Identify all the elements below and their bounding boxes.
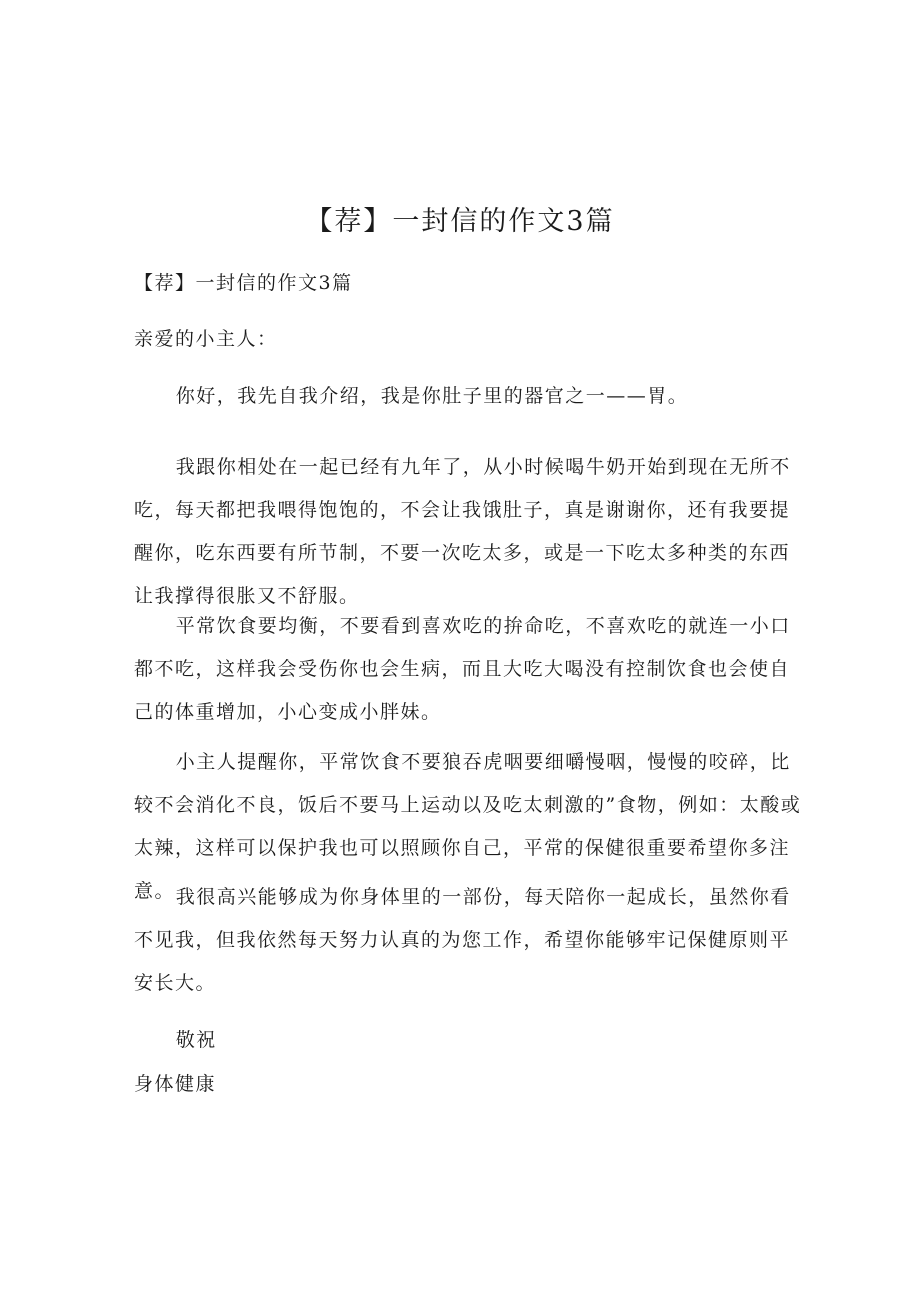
- letter-wish: 身体健康: [134, 1073, 217, 1095]
- letter-paragraph-1: 你好，我先自我介绍，我是你肚子里的器官之一——胃。: [175, 385, 689, 407]
- letter-paragraph-4: 小主人提醒你，平常饮食不要狼吞虎咽要细嚼慢咽，慢慢的咬碎，比较不会消化不良，饭后不要马上运动以及吃太刺激的”食物，例如：太酸或太辣，这样可以保护我也可以照顾你自己，平常的保健很重要希望你多注意。: [134, 751, 802, 902]
- letter-paragraph-3: 平常饮食要均衡，不要看到喜欢吃的拚命吃，不喜欢吃的就连一小口都不吃，这样我会受伤你也会生病，而且大吃大喝没有控制饮食也会使自己的体重增加，小心变成小胖妹。: [134, 615, 791, 723]
- letter-paragraph-5: 我很高兴能够成为你身体里的一部份，每天陪你一起成长，虽然你看不见我，但我依然每天努力认真的为您工作，希望你能够牢记保健原则平安长大。: [134, 886, 791, 994]
- letter-salutation: 亲爱的小主人：: [134, 328, 278, 350]
- document-subtitle: 【荐】一封信的作文3篇: [134, 272, 353, 294]
- letter-paragraph-2: 我跟你相处在一起已经有九年了，从小时候喝牛奶开始到现在无所不吃，每天都把我喂得饱饱的，不会让我饿肚子，真是谢谢你，还有我要提醒你，吃东西要有所节制，不要一次吃太多，或是一下吃太多种类的东西让我撑得很胀又不舒服。: [134, 456, 791, 607]
- document-title: 【荐】一封信的作文3篇: [305, 206, 615, 237]
- letter-closing: 敬祝: [175, 1029, 217, 1051]
